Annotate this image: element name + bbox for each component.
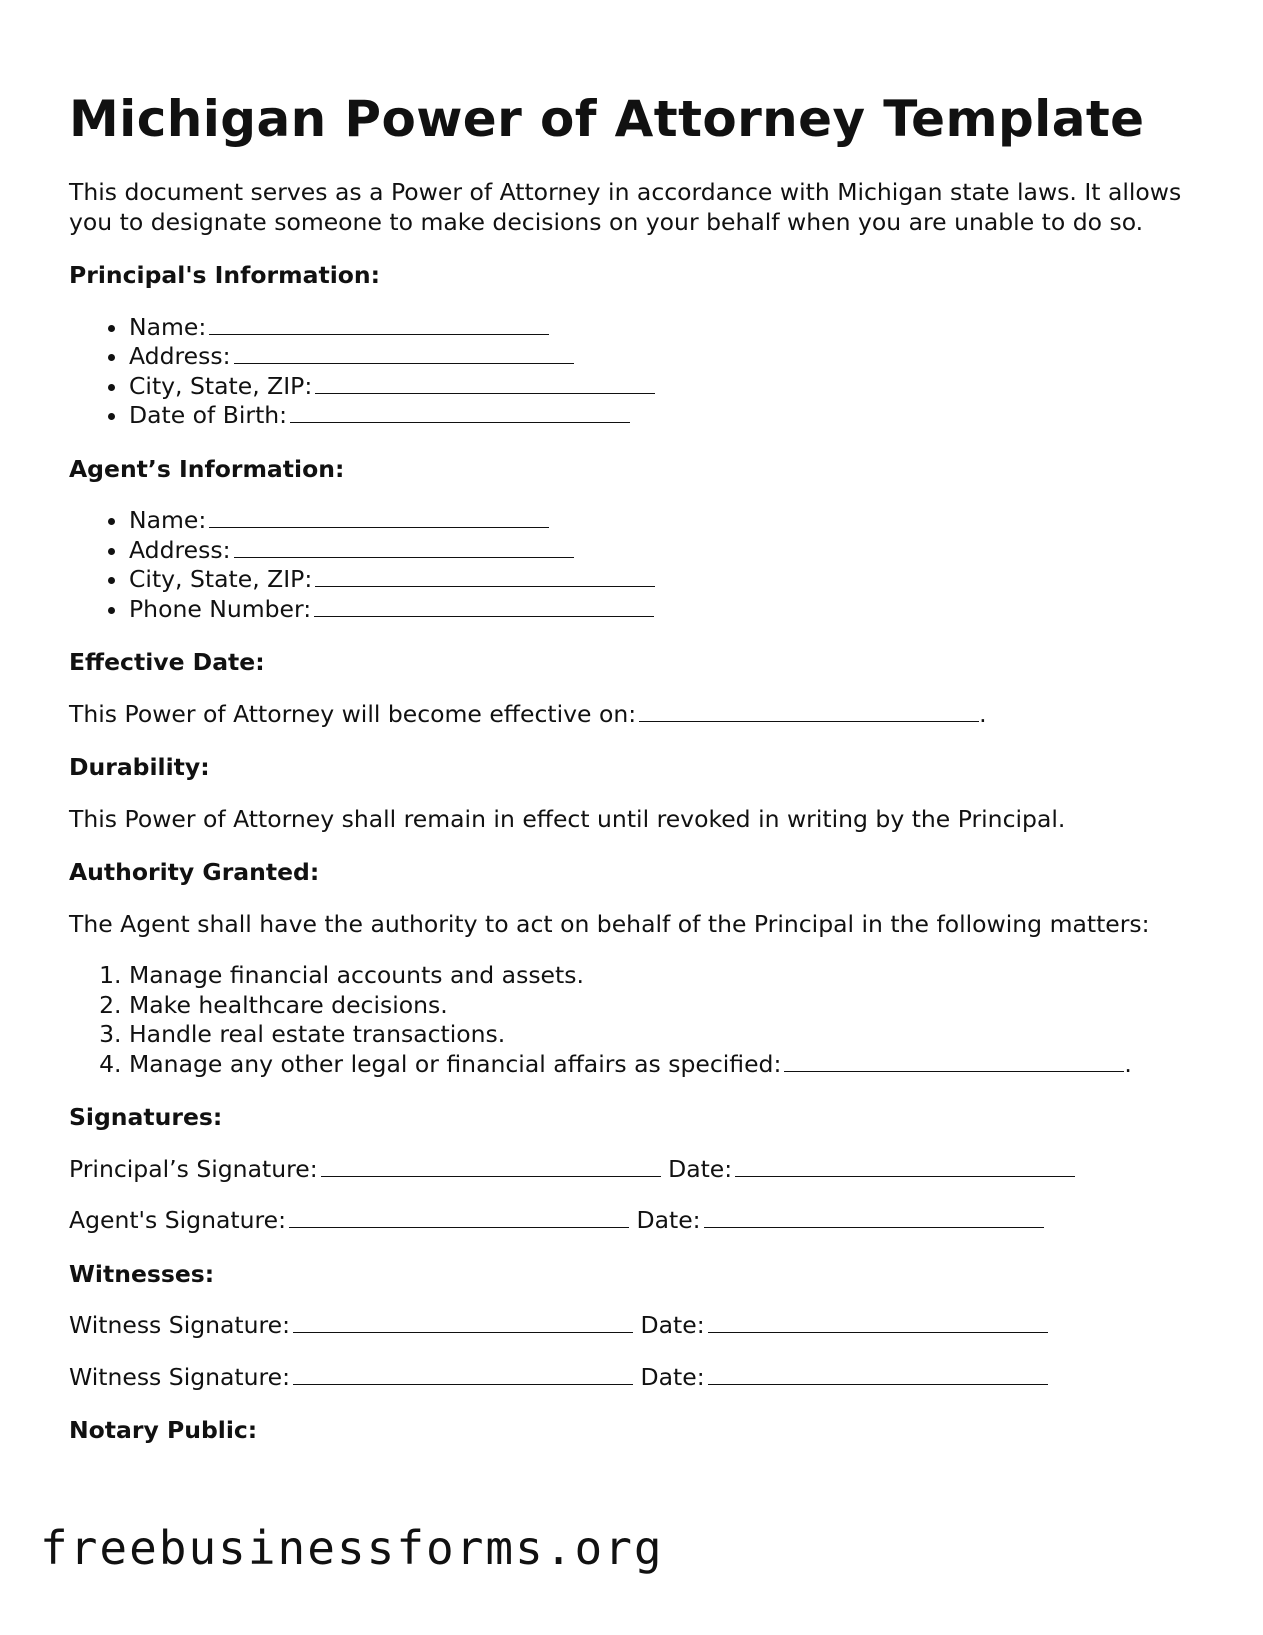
agent-name-field: • Name: [129,506,1209,536]
authority-item: 3. Handle real estate transactions. [129,1020,1209,1050]
witness1-signature-input[interactable] [293,1311,633,1333]
authority-list [69,961,1209,1079]
agent-heading: Agent’s Information: [69,454,345,483]
authority-item: 1. Manage financial accounts and assets. [129,961,1209,991]
signatures-heading: Signatures: [69,1103,223,1131]
authority-item-other: 4. Manage any other legal or financial affairs as specified: . [129,1050,1209,1080]
witness-signature-line-2: Witness Signature: Date: [69,1363,1209,1393]
document-page [69,82,1209,1446]
durability-text: This Power of Attorney shall remain in effect until revoked in writing by the Principal. [69,804,1066,833]
document-title: Michigan Power of Attorney Template [69,90,1145,148]
agent-address-input[interactable] [234,536,574,558]
principal-heading: Principal's Information: [69,261,381,289]
principal-address-input[interactable] [234,342,574,364]
agent-signature-line: Agent's Signature: Date: [69,1206,1209,1236]
witnesses-heading: Witnesses: [69,1259,215,1288]
agent-city-field: • City, State, ZIP: [129,565,1209,595]
witness-signature-line-1: Witness Signature: Date: [69,1311,1209,1341]
intro-paragraph: This document serves as a Power of Attorney in accordance with Michigan state laws. It allows you to designate someone to make decisions on your behalf when you are unable to do so. [69,178,1182,236]
agent-phone-field: • Phone Number: [129,595,1209,625]
principal-dob-input[interactable] [290,401,630,423]
agent-address-field: • Address: [129,536,1209,566]
agent-phone-input[interactable] [314,595,654,617]
principal-city-input[interactable] [315,372,655,394]
agent-fields [69,506,1209,624]
effective-date-input[interactable] [639,700,979,722]
other-affairs-input[interactable] [784,1050,1124,1072]
agent-signature-input[interactable] [289,1206,629,1228]
witness2-signature-input[interactable] [293,1363,633,1385]
durability-heading: Durability: [69,753,210,781]
agent-name-input[interactable] [209,506,549,528]
principal-fields [69,313,1209,431]
authority-item: 2. Make healthcare decisions. [129,991,1209,1021]
witness2-date-input[interactable] [708,1363,1048,1385]
agent-city-input[interactable] [315,565,655,587]
principal-address-field: • Address: [129,342,1209,372]
effective-line: This Power of Attorney will become effective on: . [69,699,987,728]
principal-city-field: • City, State, ZIP: [129,372,1209,402]
authority-heading: Authority Granted: [69,858,320,886]
principal-name-field: • Name: [129,313,1209,343]
principal-name-input[interactable] [209,313,549,335]
effective-heading: Effective Date: [69,648,265,676]
principal-signature-input[interactable] [321,1155,661,1177]
principal-dob-field: • Date of Birth: [129,401,1209,431]
principal-date-input[interactable] [735,1155,1075,1177]
notary-heading: Notary Public: [69,1416,258,1444]
principal-signature-line: Principal’s Signature: Date: [69,1155,1209,1185]
watermark: freebusinessforms.org [40,1521,664,1575]
witness1-date-input[interactable] [708,1311,1048,1333]
agent-date-input[interactable] [704,1206,1044,1228]
authority-text: The Agent shall have the authority to act on behalf of the Principal in the following matters: [69,909,1150,938]
